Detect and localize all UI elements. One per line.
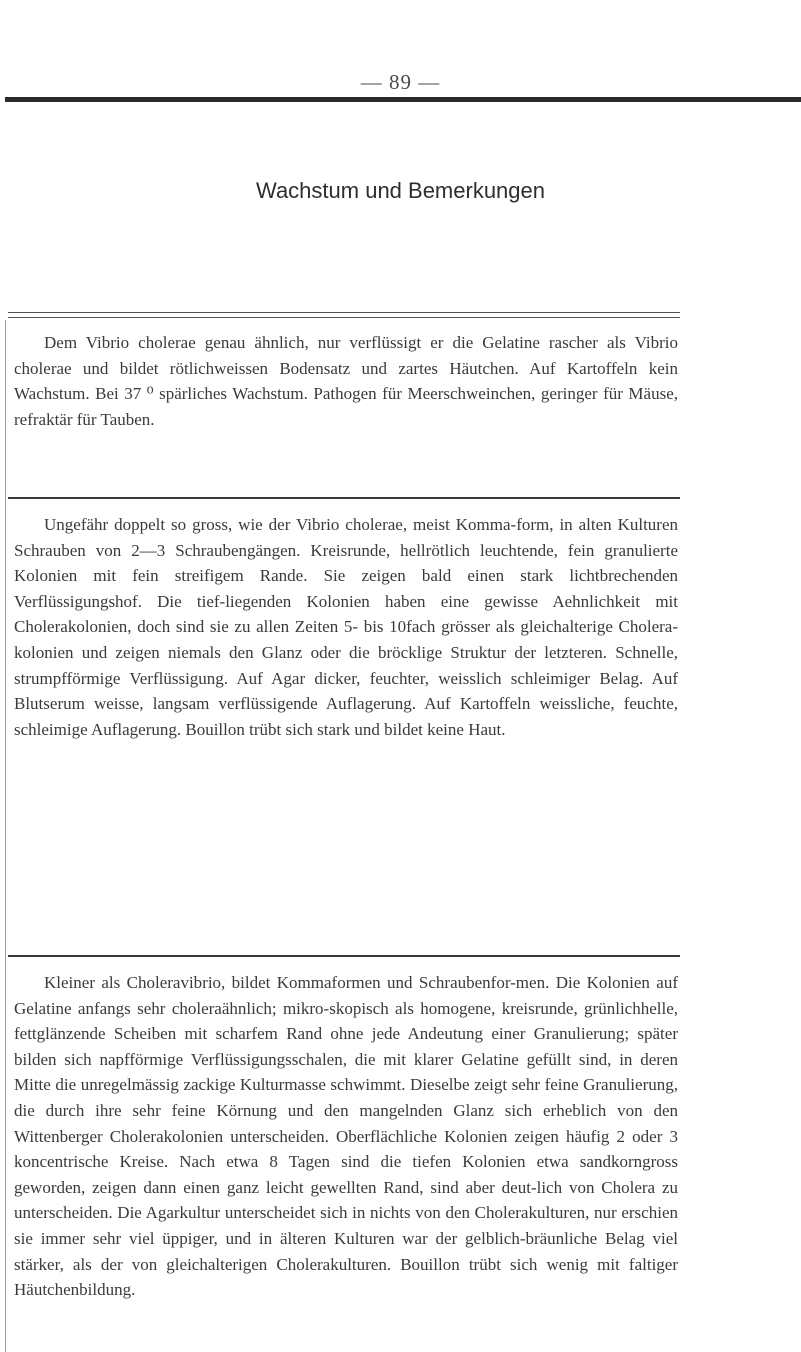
header-double-rule	[8, 312, 680, 318]
section-separator-2	[8, 955, 680, 957]
section-3-text: Kleiner als Choleravibrio, bildet Kommaformen und Schraubenfor-men. Die Kolonien auf Gelatine anfangs sehr choleraähnlich; mikro-skopisch als homogene, kreisrunde, grünlichhelle, fettglänzende Scheiben mit scharfem Rand ohne jede Andeutung einer Granulierung; später bilden sich napfförmige Verflüssigungsschalen, die mit klarer Gelatine gefüllt sind, in deren Mitte die unregelmässig zackige Kulturmasse schwimmt. Dieselbe zeigt sehr feine Granulierung, die durch ihre sehr feine Körnung und den mangelnden Glanz sich erheblich von den Wittenberger Cholerakolonien unterscheiden. Oberflächliche Kolonien zeigen häufig 2 oder 3 koncentrische Kreise. Nach etwa 8 Tagen sind die tiefen Kolonien etwa sandkorngross geworden, zeigen dann einen ganz leicht gewellten Rand, sind aber deut-lich von Cholera zu unterscheiden. Die Agarkultur unterscheidet sich in nichts von den Cholerakulturen, nur erschien sie immer sehr viel üppiger, und in älteren Kulturen war der gelblich-bräunliche Belag viel stärker, als der von gleichalterigen Cholerakulturen. Bouillon trübt sich wenig mit faltiger Häutchenbildung.	[14, 973, 678, 1300]
page-number: — 89 —	[360, 70, 441, 94]
page-title: Wachstum und Bemerkungen	[256, 178, 545, 203]
section-vibrio-3	[14, 970, 678, 1303]
section-vibrio-1	[14, 330, 678, 432]
left-column-border	[5, 320, 6, 1352]
section-vibrio-2	[14, 512, 678, 742]
section-2-text: Ungefähr doppelt so gross, wie der Vibrio cholerae, meist Komma-form, in alten Kulturen Schrauben von 2—3 Schraubengängen. Kreisrunde, hellrötlich leuchtende, fein granulierte Kolonien mit fein streifigem Rande. Sie zeigen bald einen stark lichtbrechenden Verflüssigungshof. Die tief-liegenden Kolonien haben eine gewisse Aehnlichkeit mit Cholerakolonien, doch sind sie zu allen Zeiten 5- bis 10fach grösser als gleichalterige Cholera-kolonien und zeigen niemals den Glanz oder die bröcklige Struktur der letzteren. Schnelle, strumpfförmige Verflüssigung. Auf Agar dicker, feuchter, weisslich schleimiger Belag. Auf Blutserum weisse, langsam verflüssigende Auflagerung. Auf Kartoffeln weissliche, feuchte, schleimige Auflagerung. Bouillon trübt sich stark und bildet keine Haut.	[14, 515, 678, 739]
section-1-text: Dem Vibrio cholerae genau ähnlich, nur verflüssigt er die Gelatine rascher als Vibrio cholerae und bildet rötlichweissen Bodensatz und zartes Häutchen. Auf Kartoffeln kein Wachstum. Bei 37 ⁰ spärliches Wachstum. Pathogen für Meerschweinchen, geringer für Mäuse, refraktär für Tauben.	[14, 333, 678, 429]
top-rule	[5, 97, 801, 102]
section-separator-1	[8, 497, 680, 499]
